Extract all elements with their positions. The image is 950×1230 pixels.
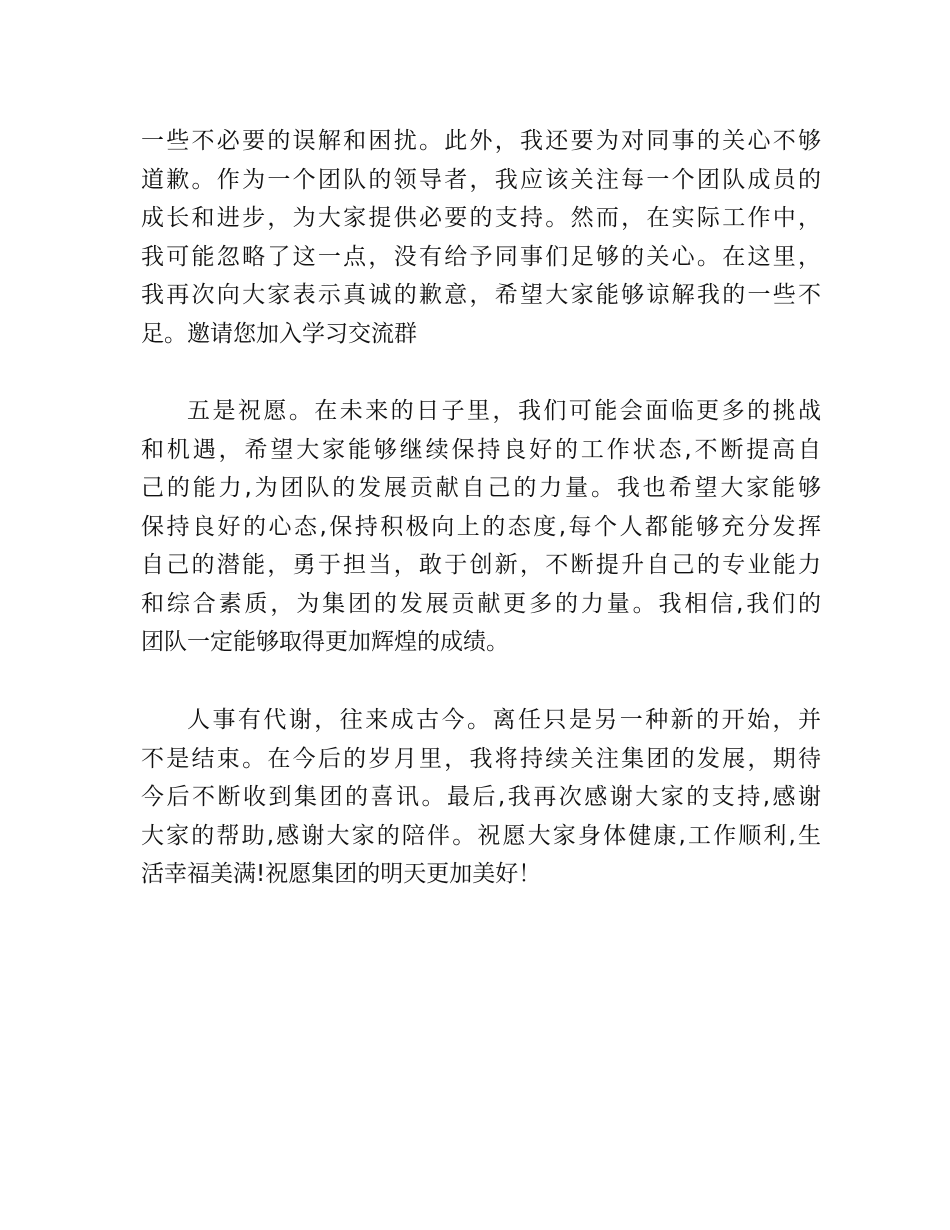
text-line: 大家的帮助,感谢大家的陪伴。祝愿大家身体健康,工作顺利,生 [141,822,821,849]
text-line: 保持良好的心态,保持积极向上的态度,每个人都能够充分发挥 [141,513,821,540]
text-line: 成长和进步，为大家提供必要的支持。然而，在实际工作中， [141,205,821,231]
text-line: 己的能力,为团队的发展贡献自己的力量。我也希望大家能够 [141,475,821,501]
paragraph-farewell [141,701,821,894]
text-line: 一些不必要的误解和困扰。此外，我还要为对同事的关心不够 [141,128,821,154]
text-line: 和综合素质，为集团的发展贡献更多的力量。我相信,我们的 [141,590,821,617]
text-line: 团队一定能够取得更加辉煌的成绩。 [141,629,509,655]
text-line: 和机遇，希望大家能够继续保持良好的工作状态,不断提高自 [141,436,821,463]
text-line: 活幸福美满!祝愿集团的明天更加美好！ [141,861,542,887]
text-line: 足。邀请您加入学习交流群 [141,320,417,347]
text-line: 自己的潜能，勇于担当，敢于创新，不断提升自己的专业能力 [141,552,821,578]
text-line: 我再次向大家表示真诚的歉意，希望大家能够谅解我的一些不 [141,282,821,308]
text-line: 今后不断收到集团的喜讯。最后,我再次感谢大家的支持,感谢 [141,784,821,810]
text-line: 人事有代谢，往来成古今。离任只是另一种新的开始，并 [187,707,821,733]
paragraph-apology [141,122,821,353]
text-line: 不是结束。在今后的岁月里，我将持续关注集团的发展，期待 [141,745,821,772]
paragraph-wishes [141,392,821,662]
text-line: 我可能忽略了这一点，没有给予同事们足够的关心。在这里， [141,243,821,270]
text-line: 五是祝愿。在未来的日子里，我们可能会面临更多的挑战 [187,398,821,424]
text-line: 道歉。作为一个团队的领导者，我应该关注每一个团队成员的 [141,166,821,193]
